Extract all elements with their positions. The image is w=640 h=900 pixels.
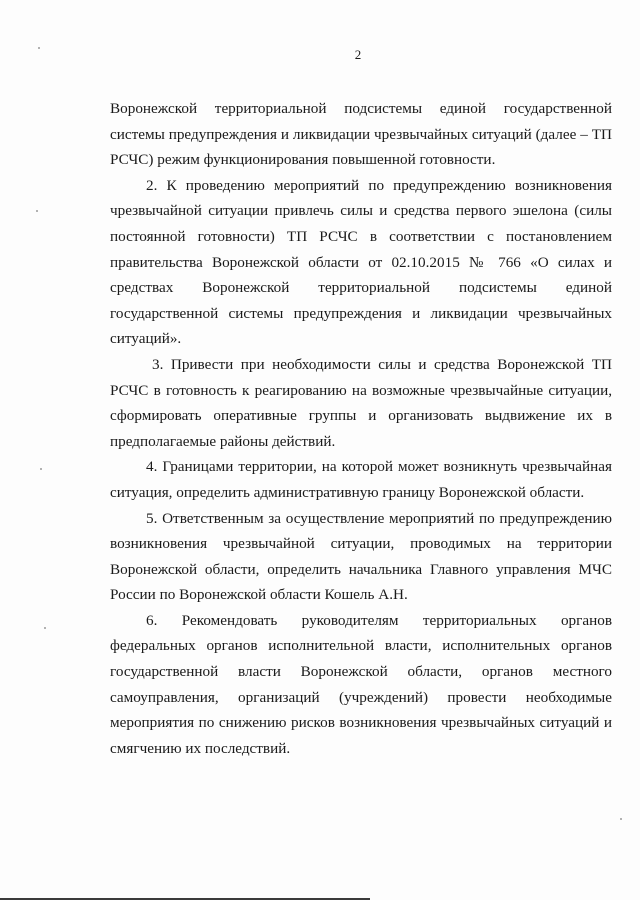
paragraph-item-4: 4. Границами территории, на которой может возникнуть чрезвычайная ситуация, определить административную границу Воронежской области. (110, 458, 612, 501)
scan-speck (40, 468, 42, 470)
document-body (110, 96, 612, 761)
paragraph-item-6: 6. Рекомендовать руководителям территориальных органов федеральных органов исполнительной власти, исполнительных органов государственной власти Воронежской области, органов местного самоуправления, организаций (учреждений) провести необходимые мероприятия по снижению рисков возникновения чрезвычайных ситуаций и смягчению их последствий. (110, 611, 612, 757)
scan-speck (44, 627, 46, 629)
paragraph-item-5: 5. Ответственным за осуществление мероприятий по предупреждению возникновения чрезвычайной ситуации, проводимых на территории Воронежской области, определить начальника Главного управления МЧС России по Воронежской области Кошель А.Н. (110, 509, 612, 604)
scan-speck (38, 47, 40, 49)
paragraph-item-3: 3. Привести при необходимости силы и средства Воронежской ТП РСЧС в готовность к реагированию на возможные чрезвычайные ситуации, сформировать оперативные группы и организовать выдвижение их в предполагаемые районы действий. (110, 355, 612, 450)
paragraph-item-2: 2. К проведению мероприятий по предупреждению возникновения чрезвычайной ситуации привлечь силы и средства первого эшелона (силы постоянной готовности) ТП РСЧС в соответствии с постановлением правительства Воронежской области от 02.10.2015 № 766 «О силах и средствах Воронежской территориальной подсистемы единой государственной системы предупреждения и ликвидации чрезвычайных ситуаций». (110, 176, 612, 348)
page-number: 2 (354, 47, 362, 62)
scan-speck (620, 818, 622, 820)
scan-speck (36, 210, 38, 212)
paragraph-continuation: Воронежской территориальной подсистемы единой государственной системы предупреждения и ликвидации чрезвычайных ситуаций (далее – ТП РСЧС) режим функционирования повышенной готовности. (110, 100, 612, 169)
